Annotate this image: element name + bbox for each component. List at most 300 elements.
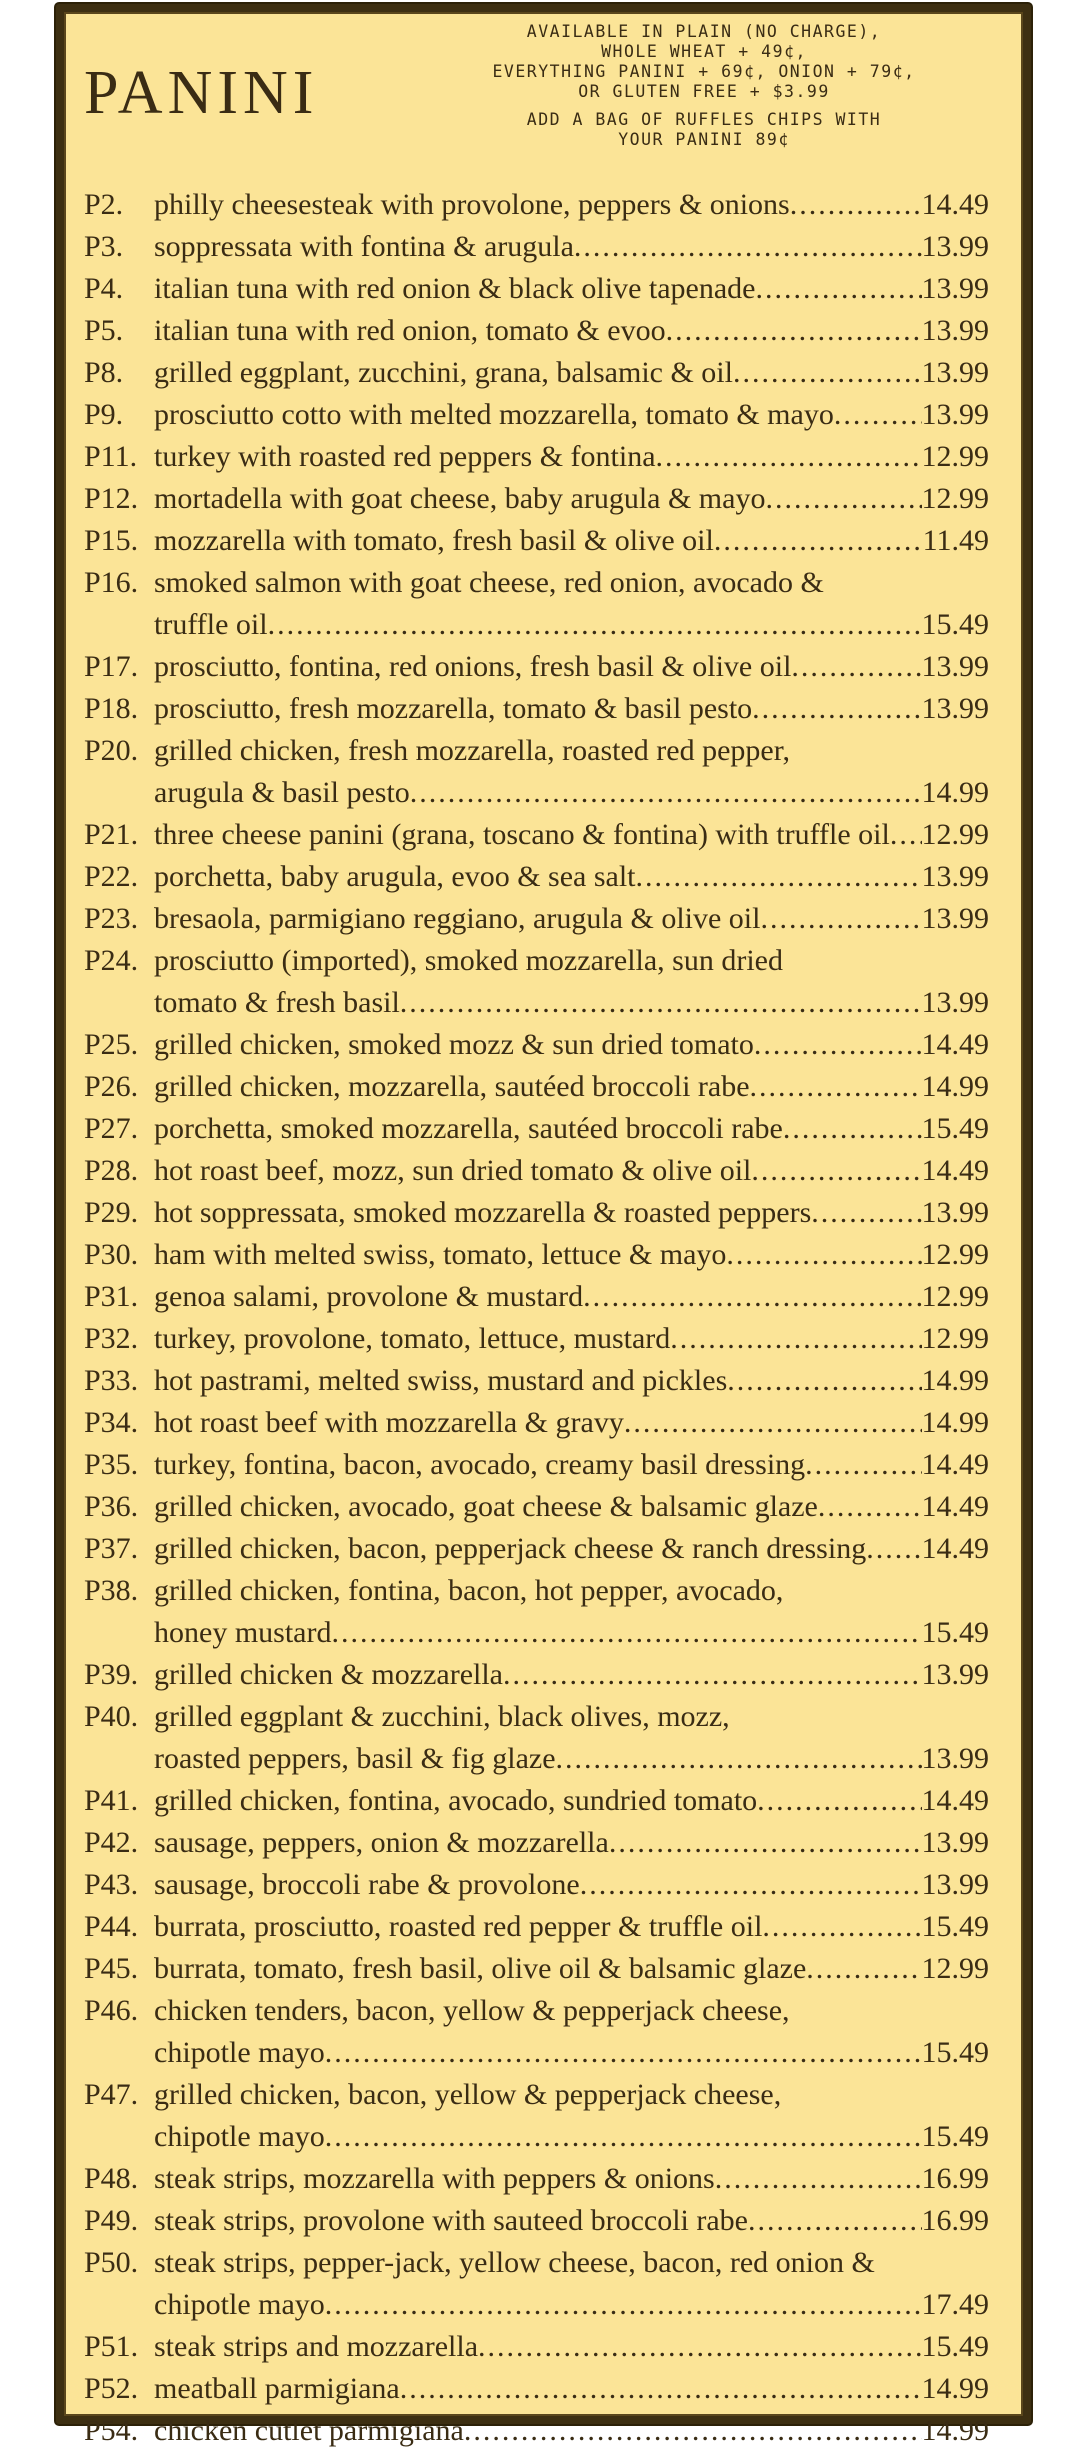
item-body (154, 688, 989, 730)
item-code: P26. (84, 1070, 139, 1103)
item-price: 13.99 (921, 1826, 989, 1859)
menu-item (84, 1024, 989, 1066)
menu-item (84, 2368, 989, 2410)
item-code: P21. (84, 818, 139, 851)
item-body (154, 1654, 989, 1696)
item-body (154, 1234, 989, 1276)
menu-item (84, 352, 989, 394)
item-code: P22. (84, 860, 139, 893)
item-price: 13.99 (921, 314, 989, 347)
item-description: sausage, peppers, onion & mozzarella (154, 1826, 609, 1859)
item-price: 15.49 (921, 1910, 989, 1943)
item-code: P15. (84, 524, 139, 557)
item-line (154, 562, 989, 604)
dot-leader (754, 1024, 922, 1066)
item-price: 14.49 (921, 1154, 989, 1187)
item-code: P46. (84, 1994, 139, 2027)
item-body (154, 1402, 989, 1444)
dot-leader (866, 1528, 921, 1570)
item-line (154, 730, 989, 772)
item-description: porchetta, baby arugula, evoo & sea salt (154, 860, 636, 893)
item-body (154, 1570, 989, 1654)
item-body (154, 646, 989, 688)
item-code: P35. (84, 1448, 139, 1481)
menu-item (84, 2242, 989, 2326)
item-line (154, 1948, 989, 1990)
menu-item (84, 1654, 989, 1696)
item-price: 13.99 (921, 272, 989, 305)
item-description: steak strips, pepper-jack, yellow cheese, bacon, red onion & (154, 2246, 875, 2279)
item-description: tomato & fresh basil (154, 986, 400, 1019)
item-body (154, 520, 989, 562)
item-price: 13.99 (921, 986, 989, 1019)
item-price: 14.99 (921, 2414, 989, 2447)
note-line: ADD A BAG OF RUFFLES CHIPS WITH (526, 110, 882, 129)
menu-item (84, 184, 989, 226)
menu-title: PANINI (84, 59, 319, 127)
item-body (154, 1192, 989, 1234)
item-description: chipotle mayo (154, 2036, 325, 2069)
item-body (154, 814, 989, 856)
menu-item (84, 1066, 989, 1108)
item-price: 14.49 (921, 1448, 989, 1481)
item-code: P37. (84, 1532, 139, 1565)
item-body (154, 1822, 989, 1864)
item-price: 14.99 (921, 2372, 989, 2405)
item-description: burrata, tomato, fresh basil, olive oil & balsamic glaze (154, 1952, 807, 1985)
dot-leader (410, 772, 922, 814)
item-description: grilled chicken & mozzarella (154, 1658, 503, 1691)
item-description: italian tuna with red onion & black olive tapenade (154, 272, 756, 305)
item-line (154, 436, 989, 478)
item-code: P11. (84, 440, 138, 473)
item-description: prosciutto, fresh mozzarella, tomato & basil pesto (154, 692, 753, 725)
item-body (154, 2200, 989, 2242)
item-line (154, 856, 989, 898)
item-description: turkey, provolone, tomato, lettuce, mustard (154, 1322, 671, 1355)
menu-item (84, 310, 989, 352)
item-line (154, 394, 989, 436)
item-price: 13.99 (921, 398, 989, 431)
dot-leader (583, 1276, 921, 1318)
dot-leader (750, 1066, 922, 1108)
item-description: italian tuna with red onion, tomato & evoo (154, 314, 666, 347)
item-code: P20. (84, 734, 139, 767)
item-price: 14.49 (921, 1490, 989, 1523)
item-code: P50. (84, 2246, 139, 2279)
note-line: EVERYTHING PANINI + 69¢, ONION + 79¢, (492, 62, 916, 81)
item-code: P54. (84, 2414, 139, 2447)
dot-leader (670, 1318, 921, 1360)
item-code: P16. (84, 566, 139, 599)
item-line (154, 1192, 989, 1234)
item-line (154, 2158, 989, 2200)
note-line: OR GLUTEN FREE + $3.99 (578, 82, 830, 101)
item-body (154, 2410, 989, 2452)
item-code: P5. (84, 314, 124, 347)
menu-item (84, 1108, 989, 1150)
item-description: grilled chicken, bacon, yellow & pepperjack cheese, (154, 2078, 782, 2111)
dot-leader (726, 1234, 921, 1276)
item-price: 12.99 (921, 1322, 989, 1355)
item-code: P41. (84, 1784, 139, 1817)
item-description: prosciutto, fontina, red onions, fresh basil & olive oil (154, 650, 792, 683)
item-code: P39. (84, 1658, 139, 1691)
item-description: sausage, broccoli rabe & provolone (154, 1868, 580, 1901)
dot-leader (790, 184, 922, 226)
item-body (154, 1108, 989, 1150)
item-code: P52. (84, 2372, 139, 2405)
item-body (154, 184, 989, 226)
item-line (154, 1864, 989, 1906)
item-code: P42. (84, 1826, 139, 1859)
item-body (154, 1990, 989, 2074)
menu-header (64, 12, 1023, 177)
menu-item (84, 1906, 989, 1948)
item-price: 14.99 (921, 1070, 989, 1103)
menu-item (84, 646, 989, 688)
item-code: P18. (84, 692, 139, 725)
item-description: hot roast beef with mozzarella & gravy (154, 1406, 624, 1439)
item-price: 13.99 (921, 1868, 989, 1901)
item-code: P24. (84, 944, 139, 977)
item-description: grilled chicken, fontina, bacon, hot pepper, avocado, (154, 1574, 784, 1607)
item-code: P28. (84, 1154, 139, 1187)
dot-leader (760, 898, 921, 940)
item-description: roasted peppers, basil & fig glaze (154, 1742, 556, 1775)
item-code: P12. (84, 482, 139, 515)
item-price: 15.49 (921, 2120, 989, 2153)
item-price: 13.99 (921, 356, 989, 389)
item-description: steak strips, provolone with sauteed broccoli rabe (154, 2204, 748, 2237)
note-line: YOUR PANINI 89¢ (618, 130, 790, 149)
item-line (154, 310, 989, 352)
item-line (154, 478, 989, 520)
item-description: soppressata with fontina & arugula (154, 230, 574, 263)
item-description: porchetta, smoked mozzarella, sautéed broccoli rabe (154, 1112, 783, 1145)
item-code: P47. (84, 2078, 139, 2111)
menu-item (84, 436, 989, 478)
item-price: 16.99 (921, 2204, 989, 2237)
item-body (154, 1360, 989, 1402)
menu-item (84, 1864, 989, 1906)
menu-item (84, 898, 989, 940)
item-price: 13.99 (921, 692, 989, 725)
item-line (154, 604, 989, 646)
item-description: mortadella with goat cheese, baby arugula & mayo (154, 482, 766, 515)
item-price: 14.49 (921, 1028, 989, 1061)
item-price: 11.49 (922, 524, 989, 557)
item-description: grilled chicken, fontina, avocado, sundried tomato (154, 1784, 758, 1817)
bread-options-note (409, 22, 999, 150)
dot-leader (478, 2326, 921, 2368)
dot-leader (751, 1150, 921, 1192)
item-line (154, 226, 989, 268)
item-code: P23. (84, 902, 139, 935)
item-description: chipotle mayo (154, 2120, 325, 2153)
item-price: 15.49 (921, 2036, 989, 2069)
dot-leader (733, 352, 922, 394)
item-description: arugula & basil pesto (154, 776, 410, 809)
menu-item (84, 478, 989, 520)
dot-leader (331, 1612, 921, 1654)
dot-leader (325, 2116, 922, 2158)
item-line (154, 1822, 989, 1864)
dot-leader (805, 1444, 921, 1486)
dot-leader (666, 310, 922, 352)
item-price: 14.49 (921, 188, 989, 221)
item-body (154, 562, 989, 646)
item-code: P32. (84, 1322, 139, 1355)
item-price: 14.99 (921, 1406, 989, 1439)
menu-item (84, 2326, 989, 2368)
item-body (154, 1024, 989, 1066)
item-body (154, 2326, 989, 2368)
item-price: 15.49 (921, 608, 989, 641)
item-body (154, 1780, 989, 1822)
item-price: 12.99 (921, 1952, 989, 1985)
item-price: 12.99 (921, 1238, 989, 1271)
item-price: 13.99 (921, 230, 989, 263)
menu-item (84, 1150, 989, 1192)
item-price: 14.49 (921, 1532, 989, 1565)
dot-leader (811, 1192, 921, 1234)
item-description: hot roast beef, mozz, sun dried tomato & olive oil (154, 1154, 752, 1187)
item-line (154, 2284, 989, 2326)
item-description: truffle oil (154, 608, 268, 641)
dot-leader (783, 1108, 922, 1150)
item-line (154, 1612, 989, 1654)
item-body (154, 940, 989, 1024)
dot-leader (791, 646, 921, 688)
dot-leader (268, 604, 922, 646)
item-line (154, 184, 989, 226)
menu-item (84, 2410, 989, 2452)
item-description: turkey, fontina, bacon, avocado, creamy basil dressing (154, 1448, 806, 1481)
item-line (154, 1486, 989, 1528)
menu-card (56, 4, 1031, 2447)
item-line (154, 814, 989, 856)
item-description: hot pastrami, melted swiss, mustard and pickles (154, 1364, 728, 1397)
item-code: P48. (84, 2162, 139, 2195)
dot-leader (556, 1738, 922, 1780)
item-description: ham with melted swiss, tomato, lettuce & mayo (154, 1238, 727, 1271)
item-line (154, 1696, 989, 1738)
menu-item (84, 2158, 989, 2200)
dot-leader (656, 436, 922, 478)
item-line (154, 1906, 989, 1948)
menu-item (84, 1192, 989, 1234)
dot-leader (834, 394, 922, 436)
note-line: WHOLE WHEAT + 49¢, (601, 42, 807, 61)
item-price: 14.99 (921, 1364, 989, 1397)
item-body (154, 1318, 989, 1360)
item-description: philly cheesesteak with provolone, peppers & onions (154, 188, 790, 221)
dot-leader (755, 268, 921, 310)
item-line (154, 982, 989, 1024)
item-description: burrata, prosciutto, roasted red pepper & truffle oil (154, 1910, 763, 1943)
item-body (154, 2074, 989, 2158)
dot-leader (818, 1486, 922, 1528)
dot-leader (400, 982, 922, 1024)
item-description: prosciutto cotto with melted mozzarella, tomato & mayo (154, 398, 834, 431)
dot-leader (574, 226, 922, 268)
item-line (154, 1402, 989, 1444)
item-description: chipotle mayo (154, 2288, 325, 2321)
dot-leader (806, 1948, 921, 1990)
item-code: P29. (84, 1196, 139, 1229)
item-body (154, 1486, 989, 1528)
item-body (154, 352, 989, 394)
item-line (154, 1150, 989, 1192)
item-code: P4. (84, 272, 124, 305)
menu-item (84, 2074, 989, 2158)
dot-leader (609, 1822, 922, 1864)
item-description: genoa salami, provolone & mustard (154, 1280, 584, 1313)
item-code: P34. (84, 1406, 139, 1439)
item-line (154, 1654, 989, 1696)
item-line (154, 2368, 989, 2410)
item-body (154, 394, 989, 436)
item-body (154, 898, 989, 940)
item-price: 12.99 (921, 482, 989, 515)
item-description: grilled chicken, bacon, pepperjack cheese & ranch dressing (154, 1532, 867, 1565)
item-description: bresaola, parmigiano reggiano, arugula & olive oil (154, 902, 761, 935)
item-line (154, 2200, 989, 2242)
item-line (154, 520, 989, 562)
item-body (154, 1276, 989, 1318)
item-code: P25. (84, 1028, 139, 1061)
item-price: 13.99 (921, 1658, 989, 1691)
menu-item (84, 1990, 989, 2074)
item-line (154, 688, 989, 730)
item-price: 16.99 (921, 2162, 989, 2195)
item-body (154, 2368, 989, 2410)
item-line (154, 2326, 989, 2368)
item-code: P33. (84, 1364, 139, 1397)
dot-leader (400, 2368, 922, 2410)
menu-item (84, 1822, 989, 1864)
dot-leader (727, 1360, 921, 1402)
item-price: 13.99 (921, 902, 989, 935)
item-line (154, 1318, 989, 1360)
item-description: steak strips and mozzarella (154, 2330, 479, 2363)
note-line: AVAILABLE IN PLAIN (NO CHARGE), (526, 22, 882, 41)
dot-leader (752, 688, 921, 730)
item-description: smoked salmon with goat cheese, red onion, avocado & (154, 566, 824, 599)
dot-leader (762, 1906, 921, 1948)
item-body (154, 226, 989, 268)
item-description: grilled eggplant, zucchini, grana, balsamic & oil (154, 356, 733, 389)
menu-item (84, 1444, 989, 1486)
item-description: steak strips, mozzarella with peppers & onions (154, 2162, 715, 2195)
item-line (154, 268, 989, 310)
menu-item (84, 730, 989, 814)
item-line (154, 2242, 989, 2284)
item-line (154, 1360, 989, 1402)
item-line (154, 1738, 989, 1780)
item-code: P45. (84, 1952, 139, 1985)
menu-item (84, 814, 989, 856)
item-body (154, 436, 989, 478)
item-code: P49. (84, 2204, 139, 2237)
dot-leader (715, 2158, 922, 2200)
item-description: grilled chicken, mozzarella, sautéed broccoli rabe (154, 1070, 750, 1103)
item-code: P43. (84, 1868, 139, 1901)
menu-item (84, 1696, 989, 1780)
item-line (154, 898, 989, 940)
menu-item (84, 1528, 989, 1570)
item-code: P8. (84, 356, 124, 389)
item-code: P36. (84, 1490, 139, 1523)
item-body (154, 478, 989, 520)
note-spacer (409, 102, 999, 110)
dot-leader (464, 2410, 922, 2452)
item-line (154, 1108, 989, 1150)
item-price: 12.99 (921, 1280, 989, 1313)
menu-item (84, 1234, 989, 1276)
item-line (154, 1066, 989, 1108)
item-line (154, 1528, 989, 1570)
item-line (154, 352, 989, 394)
item-body (154, 268, 989, 310)
item-price: 15.49 (921, 1112, 989, 1145)
dot-leader (757, 1780, 921, 1822)
item-body (154, 1150, 989, 1192)
item-code: P31. (84, 1280, 139, 1313)
item-body (154, 2242, 989, 2326)
item-code: P30. (84, 1238, 139, 1271)
item-body (154, 1906, 989, 1948)
item-line (154, 1570, 989, 1612)
menu-item (84, 1486, 989, 1528)
menu-item (84, 688, 989, 730)
dot-leader (748, 2200, 922, 2242)
item-code: P51. (84, 2330, 139, 2363)
menu-item-list (84, 184, 989, 2452)
menu-item (84, 1360, 989, 1402)
item-description: grilled eggplant & zucchini, black olives, mozz, (154, 1700, 730, 1733)
item-line (154, 2116, 989, 2158)
dot-leader (636, 856, 922, 898)
menu-item (84, 562, 989, 646)
item-body (154, 1066, 989, 1108)
item-price: 15.49 (921, 2330, 989, 2363)
item-body (154, 856, 989, 898)
menu-item (84, 1948, 989, 1990)
menu-item (84, 856, 989, 898)
item-line (154, 2074, 989, 2116)
item-line (154, 772, 989, 814)
item-description: turkey with roasted red peppers & fontina (154, 440, 656, 473)
item-description: honey mustard (154, 1616, 332, 1649)
dot-leader (503, 1654, 922, 1696)
item-code: P9. (84, 398, 124, 431)
item-code: P27. (84, 1112, 139, 1145)
item-price: 13.99 (921, 650, 989, 683)
item-price: 12.99 (921, 818, 989, 851)
menu-item (84, 1318, 989, 1360)
item-price: 13.99 (921, 1742, 989, 1775)
item-body (154, 1696, 989, 1780)
item-body (154, 310, 989, 352)
menu-item (84, 268, 989, 310)
item-line (154, 1444, 989, 1486)
item-body (154, 1864, 989, 1906)
menu-item (84, 394, 989, 436)
item-description: grilled chicken, smoked mozz & sun dried tomato (154, 1028, 754, 1061)
item-line (154, 1024, 989, 1066)
